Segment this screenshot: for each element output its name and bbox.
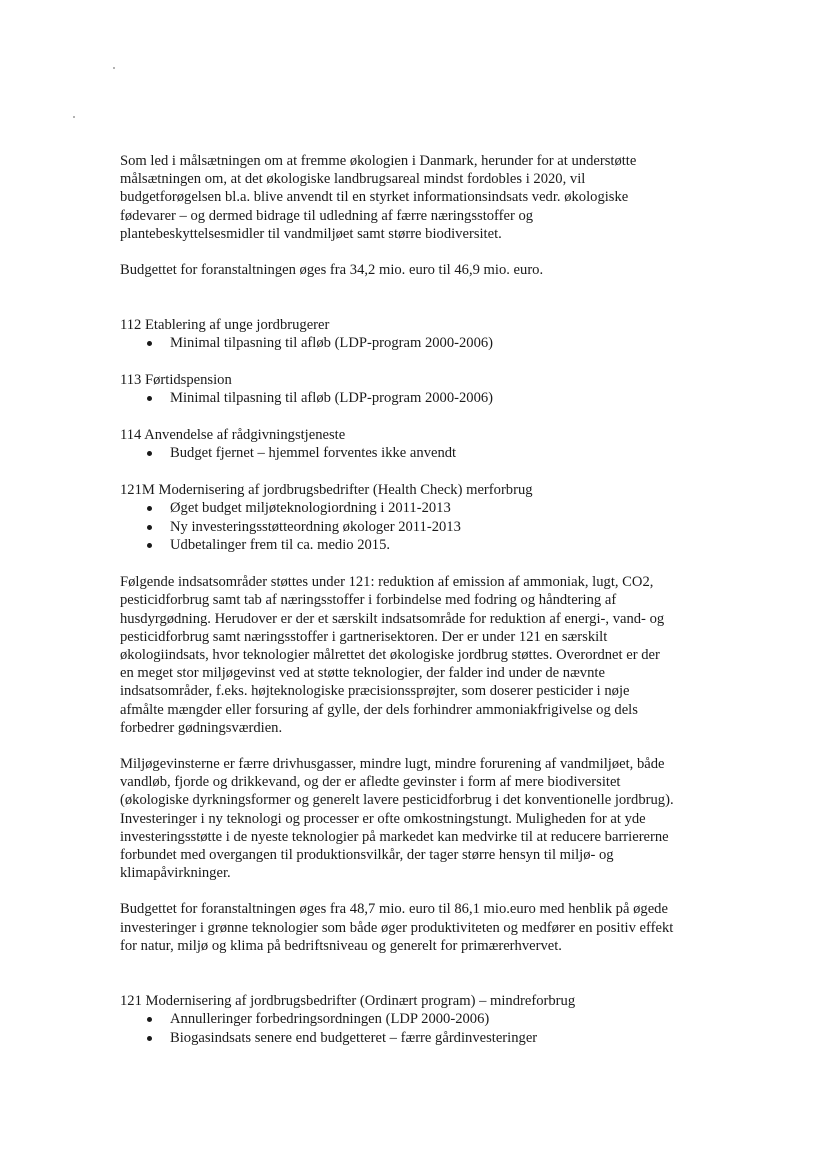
bullet-item: Minimal tilpasning til afløb (LDP-program 2000-2006)	[120, 389, 720, 408]
text-line: budgetforøgelsen bl.a. blive anvendt til en styrket informationsindsats vedr. økologiske	[120, 189, 629, 206]
text-line: fødevarer – og dermed bidrage til udledning af færre næringsstoffer og	[120, 207, 534, 224]
section-title: 112 Etablering af unge jordbrugerer	[120, 317, 330, 334]
bullet-item: Ny investeringsstøtteordning økologer 2011-2013	[120, 518, 720, 537]
text-line: en meget stor miljøgevinst ved at støtte teknologier, der falder ind under de nævnte	[120, 665, 605, 682]
text-line: Følgende indsatsområder støttes under 121: reduktion af emission af ammoniak, lugt, CO2,	[120, 574, 654, 591]
text-line: Budgettet for foranstaltningen øges fra 34,2 mio. euro til 46,9 mio. euro.	[120, 262, 544, 279]
scan-speck	[113, 67, 115, 69]
bullet-item: Udbetalinger frem til ca. medio 2015.	[120, 536, 720, 555]
bullet-list	[120, 499, 720, 555]
bullet-item: Minimal tilpasning til afløb (LDP-program 2000-2006)	[120, 334, 720, 353]
section-title: 114 Anvendelse af rådgivningstjeneste	[120, 427, 346, 443]
focus-areas-paragraph	[120, 573, 720, 737]
section-114	[120, 426, 720, 463]
bullet-list	[120, 1010, 720, 1047]
text-line: økologiindsats, hvor teknologier målrettet det økologiske jordbrug støttes. Overordnet er der	[120, 646, 660, 663]
bullet-item: Øget budget miljøteknologiordning i 2011-2013	[120, 499, 720, 518]
bullet-list	[120, 389, 720, 408]
environmental-gains-paragraph	[120, 755, 720, 882]
text-line: for natur, miljø og klima på bedriftsniveau og generelt for primærerhvervet.	[120, 937, 562, 954]
text-line: investeringsstøtte i de nyeste teknologier på markedet kan medvirke til at reducere barriererne	[120, 828, 669, 845]
text-line: klimapåvirkninger.	[120, 865, 231, 882]
section-121m	[120, 481, 720, 555]
scan-speck	[73, 116, 75, 118]
text-line: forbedrer gødningsværdien.	[120, 719, 283, 736]
text-line: afmålte mængder eller forsuring af gylle, der dels forhindrer ammoniakfrigivelse og dels	[120, 701, 638, 718]
text-line: vandløb, fjorde og drikkevand, og der er afledte gevinster i form af mere biodiversitet	[120, 774, 621, 791]
section-title: 121 Modernisering af jordbrugsbedrifter (Ordinært program) – mindreforbrug	[120, 993, 576, 1010]
text-line: (økologiske dyrkningsformer og generelt lavere pesticidforbrug i det konventionelle jordbrug).	[120, 792, 674, 809]
bullet-list	[120, 334, 720, 353]
section-title: 113 Førtidspension	[120, 372, 232, 389]
bullet-item: Annulleringer forbedringsordningen (LDP 2000-2006)	[120, 1010, 720, 1029]
bullet-list	[120, 444, 720, 463]
text-line: Investeringer i ny teknologi og processer er ofte omkostningstungt. Muligheden for at yde	[120, 810, 646, 827]
section-113	[120, 371, 720, 408]
text-line: plantebeskyttelsesmidler til vandmiljøet samt større biodiversitet.	[120, 225, 502, 242]
text-line: pesticidforbrug samt tab af næringsstoffer i forbindelse med fodring og håndtering af	[120, 592, 617, 609]
bullet-item: Biogasindsats senere end budgetteret – færre gårdinvesteringer	[120, 1029, 720, 1048]
budget-paragraph-2	[120, 900, 720, 955]
section-112	[120, 316, 720, 353]
budget-paragraph-1	[120, 261, 720, 279]
text-line: målsætningen om, at det økologiske landbrugsareal mindst fordobles i 2020, vil	[120, 171, 586, 188]
text-line: investeringer i grønne teknologier som både øger produktiviteten og medfører en positiv effekt	[120, 919, 674, 936]
section-title: 121M Modernisering af jordbrugsbedrifter (Health Check) merforbrug	[120, 481, 533, 498]
document-body	[120, 152, 720, 1048]
section-121	[120, 992, 720, 1048]
text-line: Som led i målsætningen om at fremme økologien i Danmark, herunder for at understøtte	[120, 153, 637, 169]
bullet-item: Budget fjernet – hjemmel forventes ikke anvendt	[120, 444, 720, 463]
text-line: indsatsområder, f.eks. højteknologiske præcisionssprøjter, som doserer pesticider i nøje	[120, 683, 630, 700]
text-line: husdyrgødning. Herudover er der et særskilt indsatsområde for reduktion af energi-, vand- og	[120, 610, 665, 627]
text-line: Miljøgevinsterne er færre drivhusgasser, mindre lugt, mindre forurening af vandmiljøet, både	[120, 755, 665, 772]
text-line: Budgettet for foranstaltningen øges fra 48,7 mio. euro til 86,1 mio.euro med henblik på øgede	[120, 901, 668, 918]
text-line: forbundet med overgangen til produktionsvilkår, der tager større hensyn til miljø- og	[120, 847, 614, 863]
text-line: pesticidforbrug samt næringsstoffer i gartnerisektoren. Der er under 121 en særskilt	[120, 628, 608, 645]
intro-paragraph	[120, 152, 720, 243]
